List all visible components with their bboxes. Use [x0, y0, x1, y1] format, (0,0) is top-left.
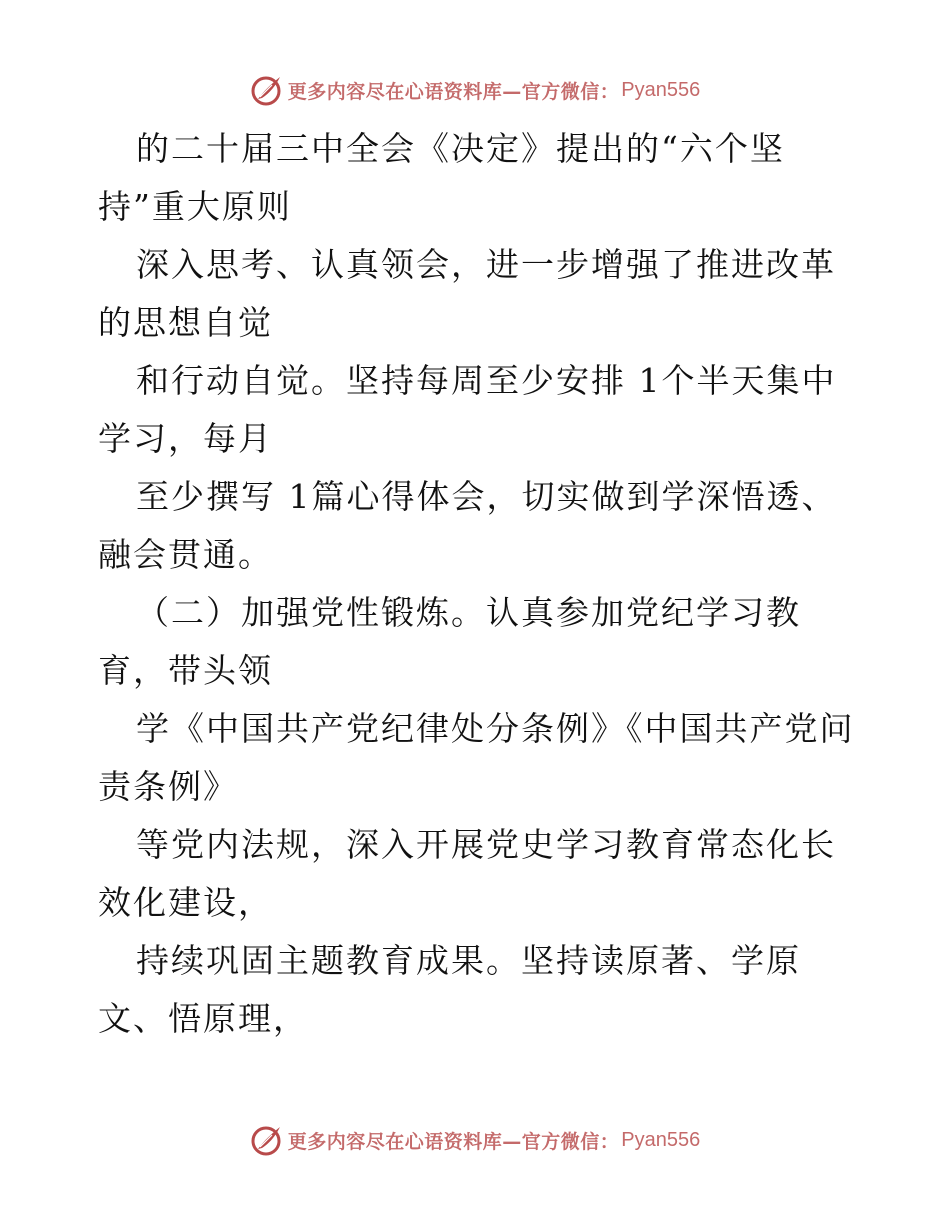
line: 融会贯通。 [98, 535, 273, 574]
paragraph-4 [98, 468, 858, 584]
quill-logo-icon [250, 1123, 284, 1157]
banner-wechat-id: Pyan556 [621, 78, 701, 101]
line: 等党内法规，深入开展党史学习教育常态化长效 [98, 825, 836, 922]
line: 至少撰写 1篇心得体会，切实做到学深悟透、 [136, 477, 837, 516]
banner-text: 更多内容尽在心语资料库—官方微信： [287, 1130, 620, 1153]
line: 带头领 [168, 651, 273, 690]
line: 和行动自觉。坚持每周至少安排 1个半天集中 [136, 361, 837, 400]
paragraph-3 [98, 352, 858, 468]
header-watermark-banner [0, 70, 950, 110]
paragraph-7 [98, 816, 858, 932]
footer-watermark-banner [0, 1120, 950, 1160]
document-body [98, 120, 858, 1048]
banner-text: 更多内容尽在心语资料库—官方微信： [287, 80, 620, 103]
line: 悟原理， [168, 999, 308, 1038]
line: 持”重大原则 [98, 187, 292, 226]
paragraph-8 [98, 932, 858, 1048]
paragraph-2 [98, 236, 858, 352]
paragraph-1 [98, 120, 858, 236]
line: 深入思考、认真领会，进一步增强了推进改革的 [98, 245, 836, 342]
line: （二）加强党性锻炼。认真参加党纪学习教育， [98, 593, 801, 690]
line: 学习，每月 [98, 419, 273, 458]
line: 思想自觉 [133, 303, 273, 342]
line: 的二十届三中全会《决定》提出的“六个坚 [136, 129, 785, 168]
paragraph-5 [98, 584, 858, 700]
line: 持续巩固主题教育成果。坚持读原著、学原文、 [98, 941, 801, 1038]
banner-wechat-id: Pyan556 [621, 1128, 701, 1151]
paragraph-6 [98, 700, 858, 816]
line: 责条例》 [98, 767, 238, 806]
quill-logo-icon [250, 73, 284, 107]
line: 学《中国共产党纪律处分条例》《中国共产党问 [136, 709, 855, 748]
line: 化建设， [133, 883, 273, 922]
